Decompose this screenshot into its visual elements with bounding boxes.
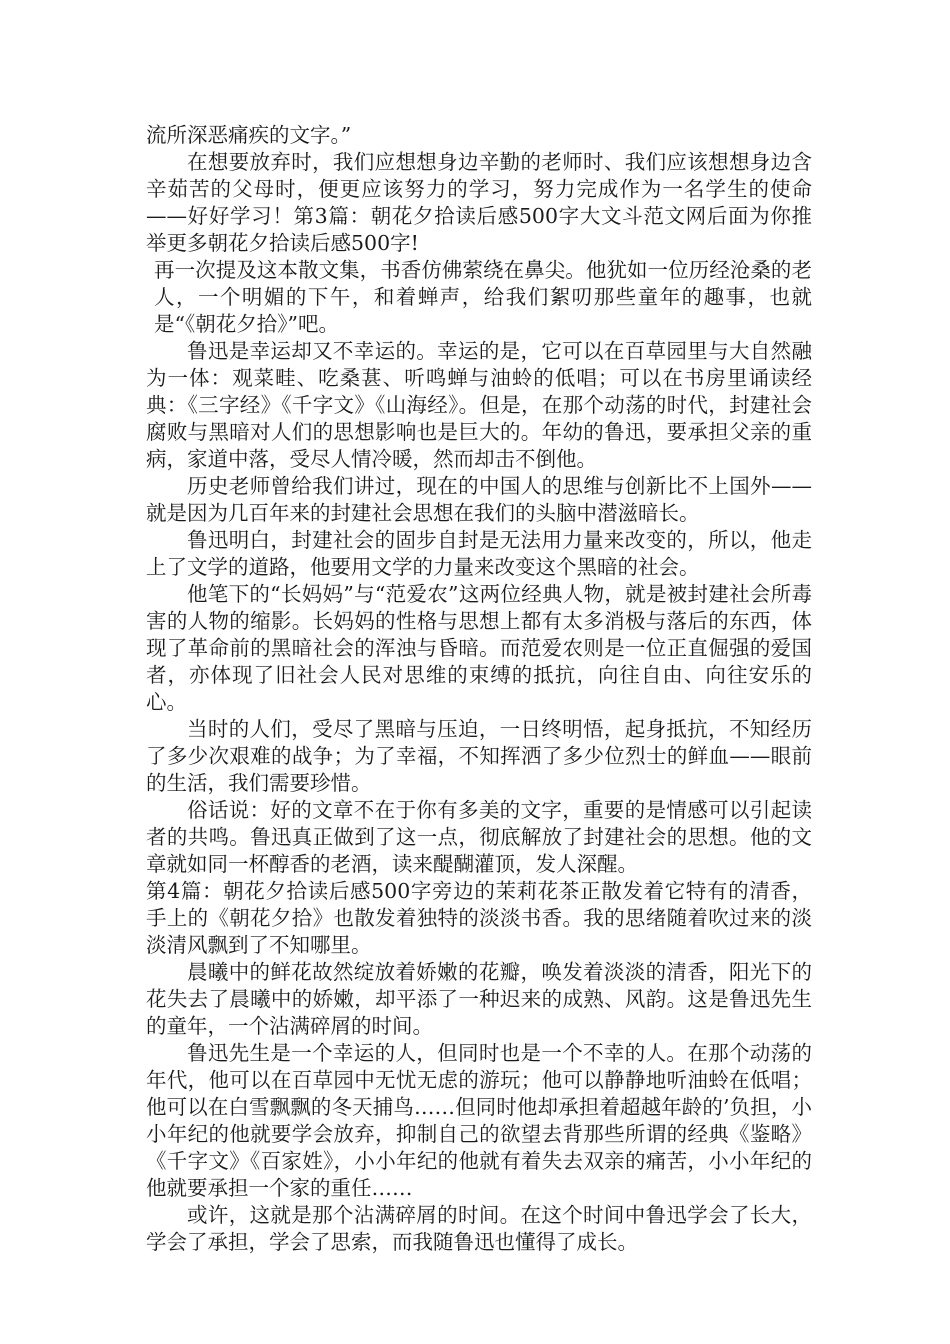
document-body <box>146 122 812 1256</box>
paragraph: 当时的人们，受尽了黑暗与压迫，一日终明悟，起身抵抗，不知经历了多少次艰难的战争；为了幸福，不知挥洒了多少位烈士的鲜血——眼前的生活，我们需要珍惜。 <box>146 717 812 795</box>
paragraph-continuation: 流所深恶痛疾的文字。” <box>146 123 352 147</box>
paragraph: 鲁迅先生是一个幸运的人，但同时也是一个不幸的人。在那个动荡的年代，他可以在百草园中无忧无虑的游玩；他可以静静地听油蛉在低唱；他可以在白雪飘飘的冬天捕鸟……但同时他却承担着超越年龄的’负担，小小年纪的他就要学会放弃，抑制自己的欲望去背那些所谓的经典《鉴略》《千字文》《百家姓》，小小年纪的他就有着失去双亲的痛苦，小小年纪的他就要承担一个家的重任…… <box>146 1041 812 1200</box>
paragraph: 鲁迅明白，封建社会的固步自封是无法用力量来改变的，所以，他走上了文学的道路，他要用文学的力量来改变这个黑暗的社会。 <box>146 528 812 579</box>
paragraph: 再一次提及这本散文集，书香仿佛萦绕在鼻尖。他犹如一位历经沧桑的老人，一个明媚的下午，和着蝉声，给我们絮叨那些童年的趣事，也就是“《朝花夕拾》”吧。 <box>154 258 812 336</box>
paragraph: 在想要放弃时，我们应想想身边辛勤的老师时、我们应该想想身边含辛茹苦的父母时，便更应该努力的学习，努力完成作为一名学生的使命——好好学习！第3篇：朝花夕拾读后感500字大文斗范文网后面为你推举更多朝花夕拾读后感500字! <box>146 150 812 255</box>
paragraph: 晨曦中的鲜花故然绽放着娇嫩的花瓣，唤发着淡淡的清香，阳光下的花失去了晨曦中的娇嫩，却平添了一种迟来的成熟、风韵。这是鲁迅先生的童年，一个沾满碎屑的时间。 <box>146 960 812 1038</box>
paragraph: 他笔下的“长妈妈”与“范爱农”这两位经典人物，就是被封建社会所毒害的人物的缩影。长妈妈的性格与思想上都有太多消极与落后的东西，体现了革命前的黑暗社会的浑浊与昏暗。而范爱农则是一位正直倔强的爱国者，亦体现了旧社会人民对思维的束缚的抵抗，向往自由、向往安乐的心。 <box>146 582 812 714</box>
paragraph: 或许，这就是那个沾满碎屑的时间。在这个时间中鲁迅学会了长大，学会了承担，学会了思索，而我随鲁迅也懂得了成长。 <box>146 1203 812 1254</box>
paragraph: 俗话说：好的文章不在于你有多美的文字，重要的是情感可以引起读者的共鸣。鲁迅真正做到了这一点，彻底解放了封建社会的思想。他的文章就如同一杯醇香的老酒，读来醍醐灌顶，发人深醒。 <box>146 798 812 876</box>
paragraph: 鲁迅是幸运却又不幸运的。幸运的是，它可以在百草园里与大自然融为一体：观菜畦、吃桑葚、听鸣蝉与油蛉的低唱；可以在书房里诵读经典：《三字经》《千字文》《山海经》。但是，在那个动荡的时代，封建社会腐败与黑暗对人们的思想影响也是巨大的。年幼的鲁迅，要承担父亲的重病，家道中落，受尽人情冷暖，然而却击不倒他。 <box>146 339 812 471</box>
paragraph-section-heading: 第4篇：朝花夕拾读后感500字旁边的茉莉花茶正散发着它特有的清香，手上的《朝花夕拾》也散发着独特的淡淡书香。我的思绪随着吹过来的淡淡清风飘到了不知哪里。 <box>146 879 812 957</box>
paragraph: 历史老师曾给我们讲过，现在的中国人的思维与创新比不上国外——就是因为几百年来的封建社会思想在我们的头脑中潜滋暗长。 <box>146 474 812 525</box>
